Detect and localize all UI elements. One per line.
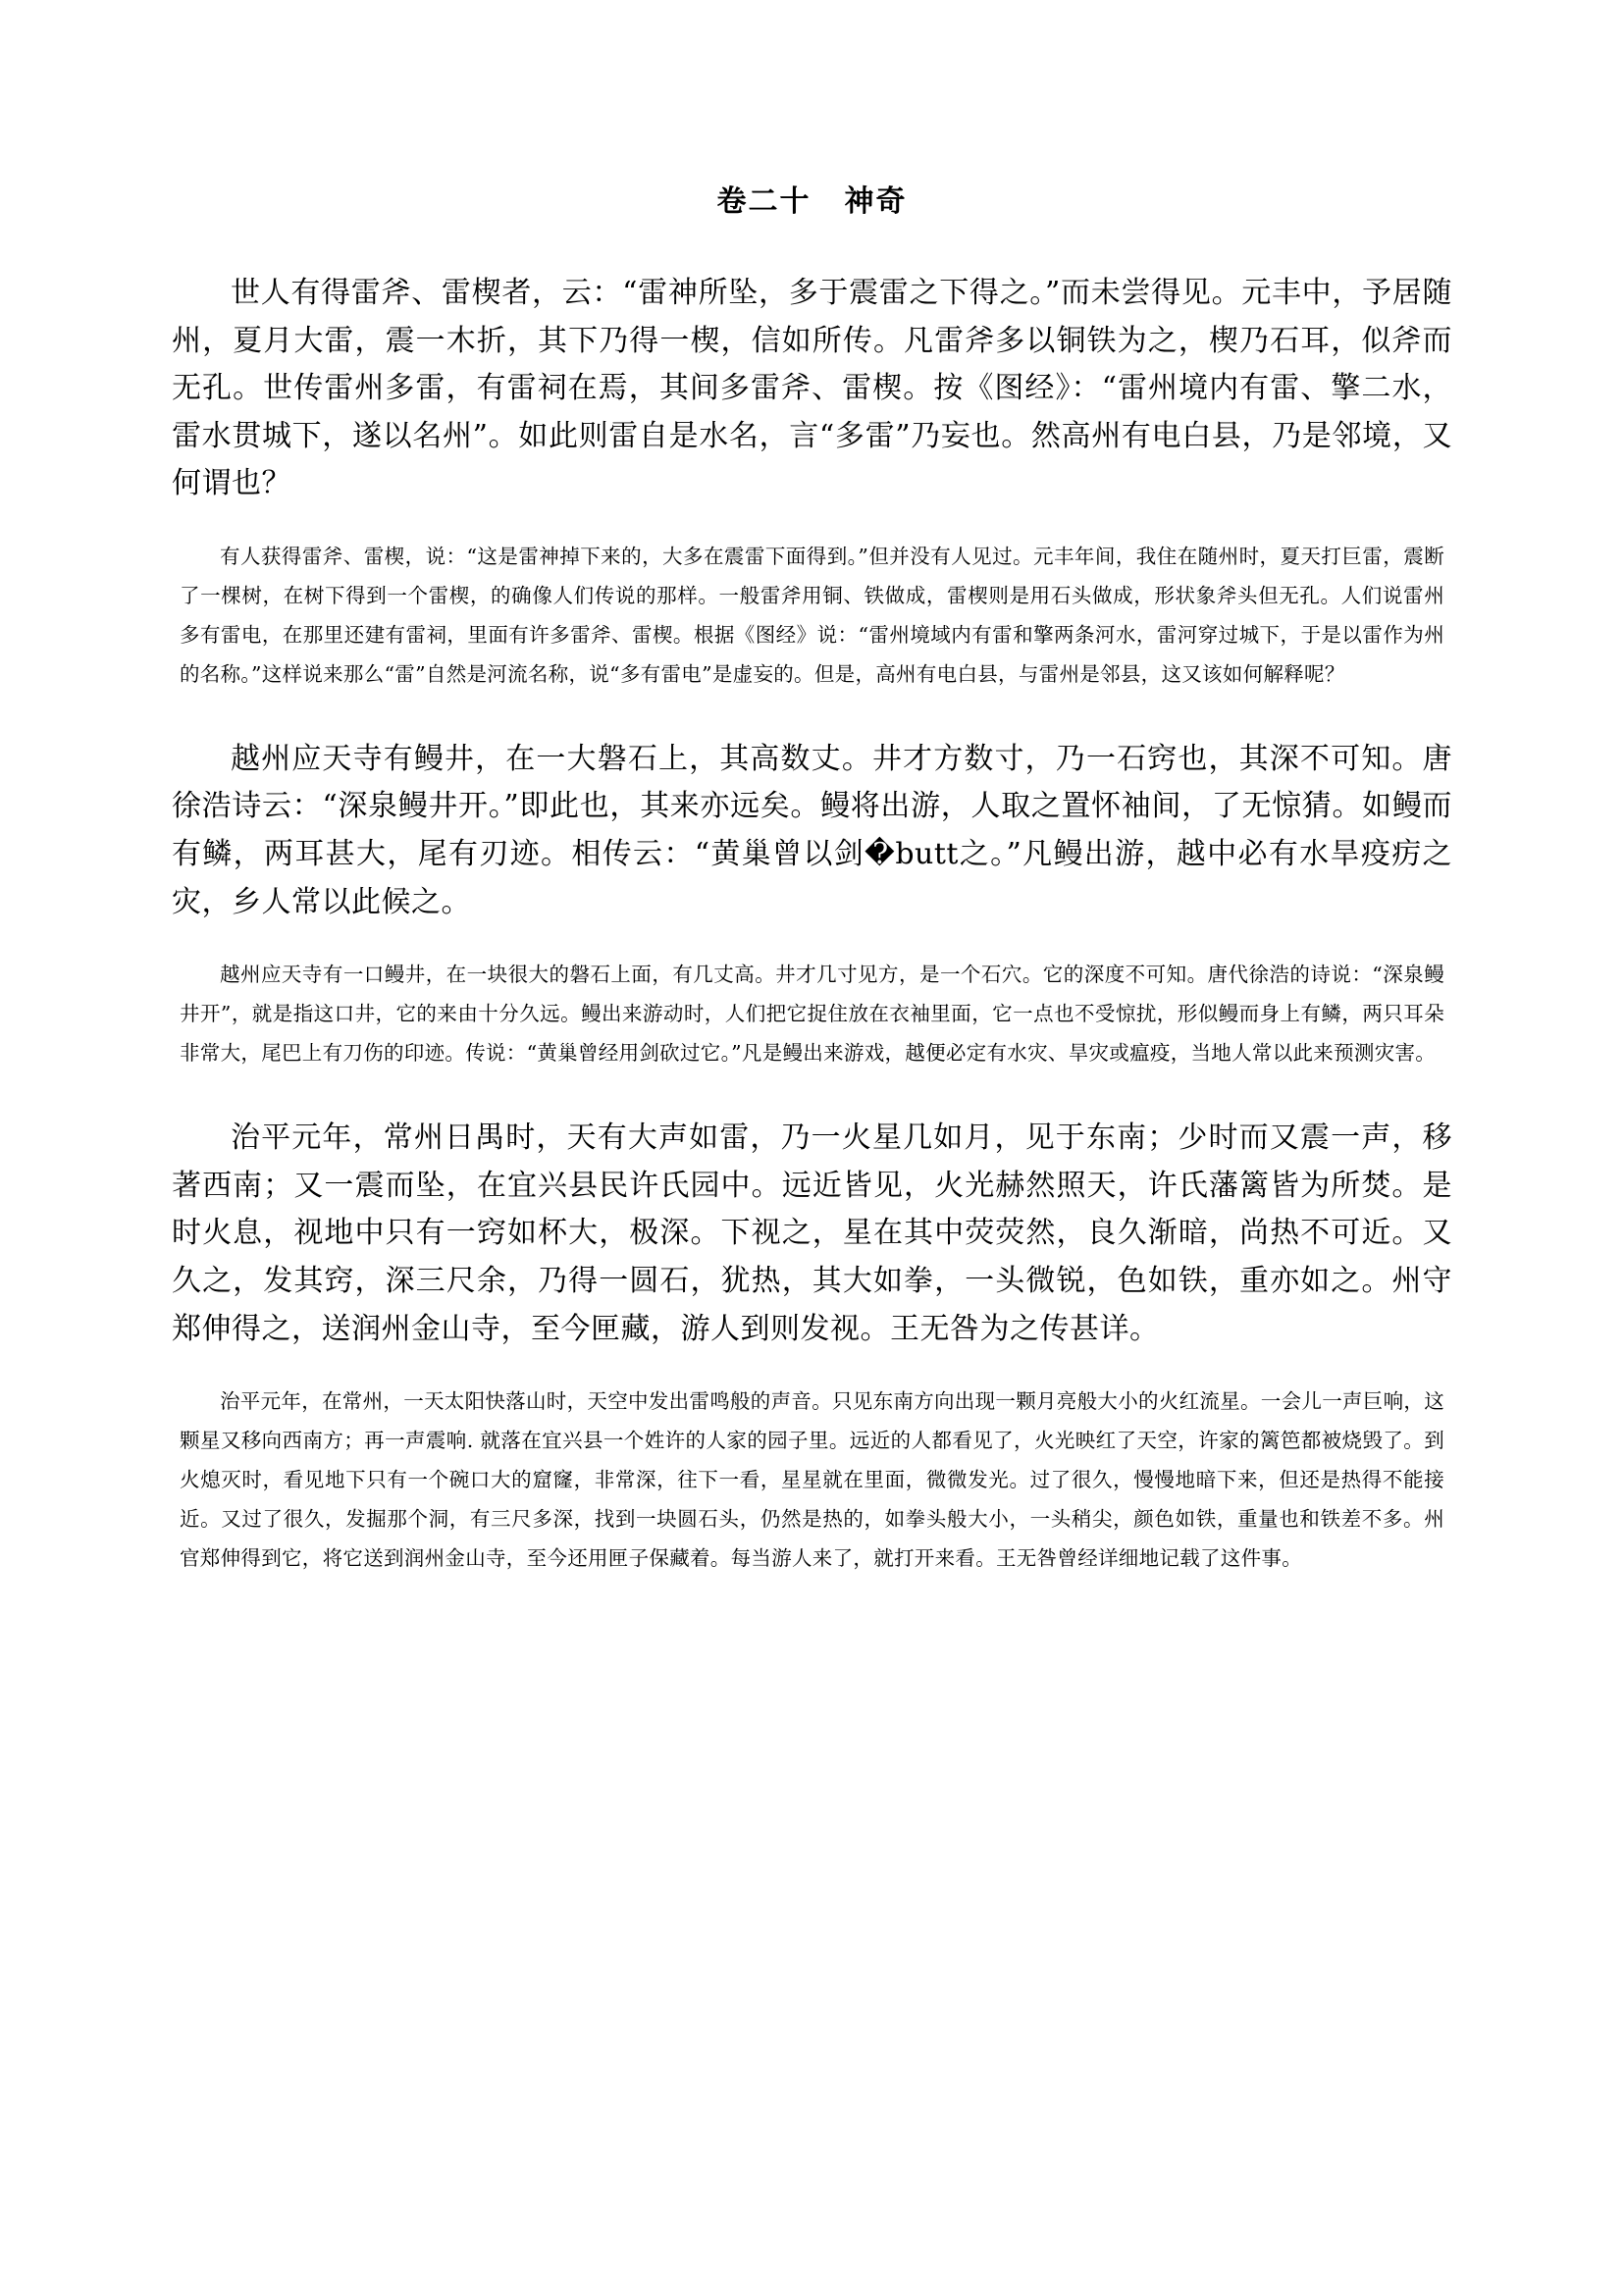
vernacular-paragraph: 治平元年，在常州，一天太阳快落山时，天空中发出雷鸣般的声音。只见东南方向出现一颗月亮般大小的火红流星。一会儿一声巨响，这颗星又移向西南方；再一声震响. 就落在宜兴县一个姓许的人家的园子里。远近的人都看见了，火光映红了天空，许家的篱笆都被烧毁了。到火熄灭时，看见地下只有一个碗口大的窟窿，非常深，往下一看，星星就在里面，微微发光。过了很久，慢慢地暗下来，但还是热得不能接近。又过了很久，发掘那个洞，有三尺多深，找到一块圆石头，仍然是热的，如拳头般大小，一头稍尖，颜色如铁，重量也和铁差不多。州官郑伸得到它，将它送到润州金山寺，至今还用匣子保藏着。每当游人来了，就打开来看。王无咎曾经详细地记载了这件事。 xyxy=(180,1389,1444,1570)
vernacular-paragraph: 有人获得雷斧、雷楔，说：“这是雷神掉下来的，大多在震雷下面得到。”但并没有人见过。元丰年间，我住在随州时，夏天打巨雷，震断了一棵树，在树下得到一个雷楔，的确像人们传说的那样。一般雷斧用铜、铁做成，雷楔则是用石头做成，形状象斧头但无孔。人们说雷州多有雷电，在那里还建有雷祠，里面有许多雷斧、雷楔。根据《图经》说：“雷州境域内有雷和擎两条河水，雷河穿过城下，于是以雷作为州的名称。”这样说来那么“雷”自然是河流名称，说“多有雷电”是虚妄的。但是，高州有电白县，与雷州是邻县，这又该如何解释呢？ xyxy=(180,544,1444,686)
text-block xyxy=(172,736,1452,1073)
vernacular-paragraph: 越州应天寺有一口鳗井，在一块很大的磐石上面，有几丈高。井才几寸见方，是一个石穴。它的深度不可知。唐代徐浩的诗说：“深泉鳗井开”，就是指这口井，它的来由十分久远。鳗出来游动时，人们把它捉住放在衣袖里面，它一点也不受惊扰，形似鳗而身上有鳞，两只耳朵非常大，尾巴上有刀伤的印迹。传说：“黄巢曾经用剑砍过它。”凡是鳗出来游戏，越便必定有水灾、旱灾或瘟疫，当地人常以此来预测灾害。 xyxy=(180,963,1444,1066)
text-block xyxy=(172,1115,1452,1579)
text-block xyxy=(172,270,1452,695)
page-title-chapter: 神奇 xyxy=(844,184,908,219)
page-title-volume: 卷二十 xyxy=(716,184,812,219)
page-title xyxy=(172,182,1452,223)
classical-paragraph: 治平元年，常州日禺时，天有大声如雷，乃一火星几如月，见于东南；少时而又震一声，移著西南；又一震而坠，在宜兴县民许氏园中。远近皆见，火光赫然照天，许氏藩篱皆为所焚。是时火息，视地中只有一窍如杯大，极深。下视之，星在其中荧荧然，良久渐暗，尚热不可近。又久之，发其窍，深三尺余，乃得一圆石，犹热，其大如拳，一头微锐，色如铁，重亦如之。州守郑伸得之，送润州金山寺，至今匣藏，游人到则发视。王无咎为之传甚详。 xyxy=(172,1121,1452,1346)
classical-paragraph: 越州应天寺有鳗井，在一大磐石上，其高数丈。井才方数寸，乃一石窍也，其深不可知。唐徐浩诗云：“深泉鳗井开。”即此也，其来亦远矣。鳗将出游，人取之置怀袖间，了无惊猜。如鳗而有鳞，两耳甚大，尾有刃迹。相传云：“黄巢曾以剑�butt之。”凡鳗出游，越中必有水旱疫疠之灾，乡人常以此候之。 xyxy=(172,741,1452,919)
classical-paragraph: 世人有得雷斧、雷楔者，云：“雷神所坠，多于震雷之下得之。”而未尝得见。元丰中，予居随州，夏月大雷，震一木折，其下乃得一楔，信如所传。凡雷斧多以铜铁为之，楔乃石耳，似斧而无孔。世传雷州多雷，有雷祠在焉，其间多雷斧、雷楔。按《图经》：“雷州境内有雷、擎二水，雷水贯城下，遂以名州”。如此则雷自是水名，言“多雷”乃妄也。然高州有电白县，乃是邻境，又何谓也？ xyxy=(172,276,1452,501)
